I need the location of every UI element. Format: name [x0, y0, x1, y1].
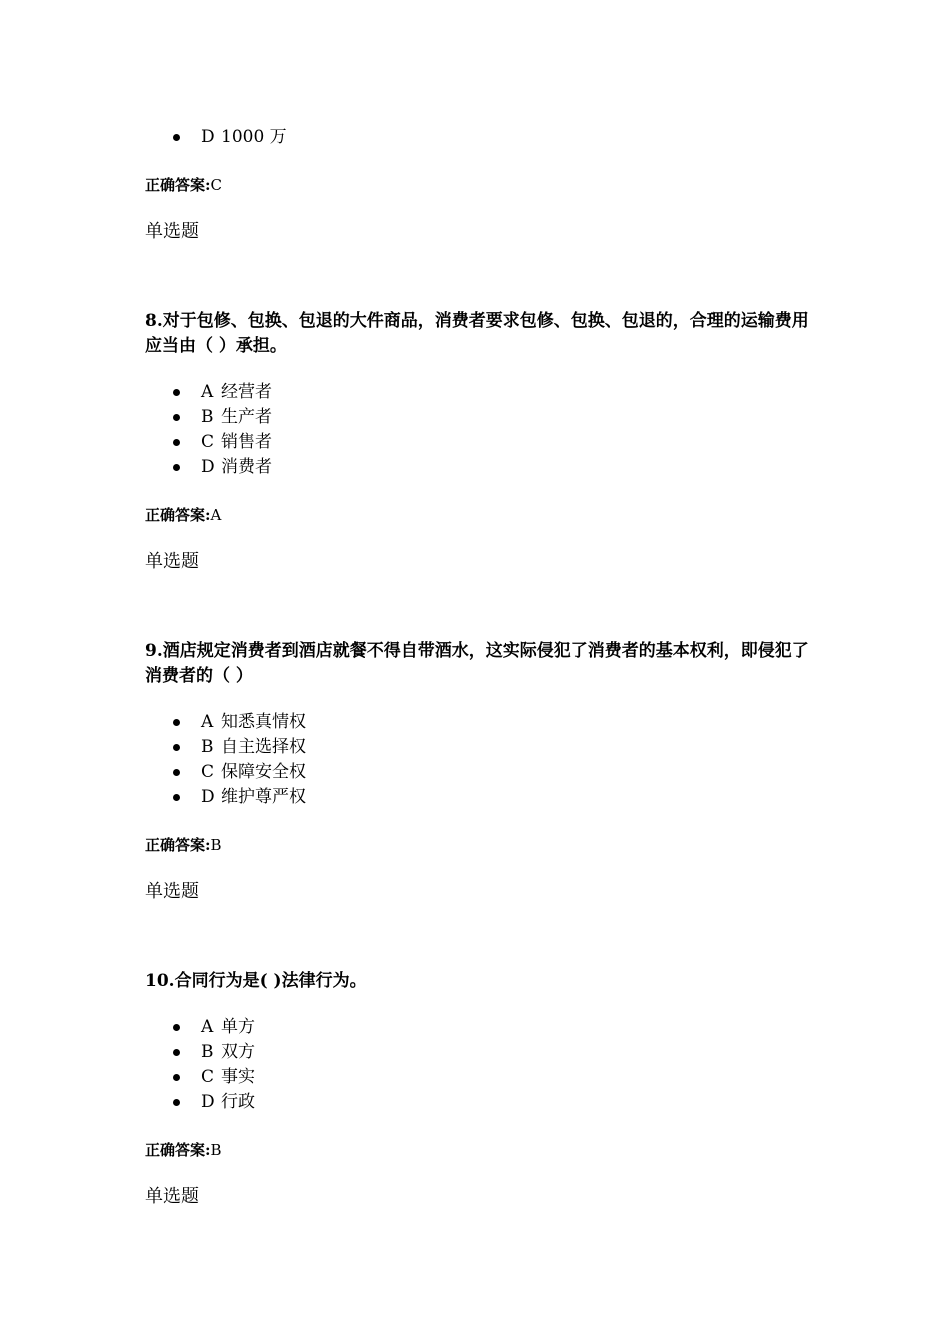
correct-answer-q8	[145, 505, 221, 525]
option-text: 双方	[221, 1042, 255, 1062]
question-10: 10.合同行为是( )法律行为。	[145, 971, 367, 991]
correct-answer-q10	[145, 1140, 222, 1160]
question-8: 8.对于包修、包换、包退的大件商品，消费者要求包修、包换、包退的，合理的运输费用应当由（ ）承担。	[145, 311, 809, 356]
option-letter: B	[201, 407, 214, 427]
option-text: 知悉真情权	[221, 712, 306, 732]
options-list-q9	[145, 710, 306, 810]
options-list-q10	[145, 1015, 255, 1115]
option-letter: C	[201, 432, 215, 452]
option-letter: D	[201, 1092, 215, 1112]
question-type-q8: 单选题	[145, 551, 199, 572]
option-c	[145, 760, 306, 785]
option-b	[145, 735, 306, 760]
option-letter: A	[201, 1017, 214, 1037]
option-a	[145, 1015, 255, 1040]
option-a	[145, 710, 306, 735]
options-list-q7	[145, 125, 287, 150]
option-text: 单方	[221, 1017, 255, 1037]
answer-label: 正确答案:	[145, 176, 211, 194]
bullet-icon	[173, 134, 180, 141]
option-b	[145, 1040, 255, 1065]
bullet-icon	[173, 769, 180, 776]
bullet-icon	[173, 719, 180, 726]
options-list-q8	[145, 380, 272, 480]
bullet-icon	[173, 389, 180, 396]
bullet-icon	[173, 1024, 180, 1031]
option-text: 1000 万	[221, 127, 287, 147]
option-text: 生产者	[221, 407, 272, 427]
option-a	[145, 380, 272, 405]
option-letter: C	[201, 762, 215, 782]
option-text: 保障安全权	[221, 762, 306, 782]
option-text: 销售者	[221, 432, 272, 452]
question-type-q9: 单选题	[145, 881, 199, 902]
bullet-icon	[173, 464, 180, 471]
bullet-icon	[173, 744, 180, 751]
option-d	[145, 785, 306, 810]
option-c	[145, 1065, 255, 1090]
option-text: 经营者	[221, 382, 272, 402]
option-letter: B	[201, 1042, 214, 1062]
answer-value: B	[210, 836, 222, 854]
option-d	[145, 125, 287, 150]
bullet-icon	[173, 1099, 180, 1106]
bullet-icon	[173, 439, 180, 446]
bullet-icon	[173, 1049, 180, 1056]
option-letter: A	[201, 382, 214, 402]
answer-value: B	[210, 1141, 222, 1159]
option-d	[145, 1090, 255, 1115]
option-letter: D	[201, 787, 215, 807]
option-letter: B	[201, 737, 214, 757]
option-text: 维护尊严权	[221, 787, 306, 807]
option-letter: A	[201, 712, 214, 732]
correct-answer-q7	[145, 175, 222, 195]
option-d	[145, 455, 272, 480]
answer-label: 正确答案:	[145, 836, 211, 854]
option-c	[145, 430, 272, 455]
answer-value: A	[210, 506, 222, 524]
option-letter: D	[201, 457, 215, 477]
option-text: 行政	[221, 1092, 255, 1112]
option-b	[145, 405, 272, 430]
question-type-q10: 单选题	[145, 1186, 199, 1207]
option-text: 事实	[221, 1067, 255, 1087]
answer-label: 正确答案:	[145, 506, 211, 524]
option-text: 消费者	[221, 457, 272, 477]
bullet-icon	[173, 1074, 180, 1081]
question-type-q7: 单选题	[145, 221, 199, 242]
bullet-icon	[173, 794, 180, 801]
question-9: 9.酒店规定消费者到酒店就餐不得自带酒水，这实际侵犯了消费者的基本权利，即侵犯了消费者的（ ）	[145, 641, 809, 686]
answer-value: C	[210, 176, 223, 194]
answer-label: 正确答案:	[145, 1141, 211, 1159]
option-letter: C	[201, 1067, 215, 1087]
bullet-icon	[173, 414, 180, 421]
correct-answer-q9	[145, 835, 222, 855]
option-text: 自主选择权	[221, 737, 306, 757]
option-letter: D	[201, 127, 215, 147]
